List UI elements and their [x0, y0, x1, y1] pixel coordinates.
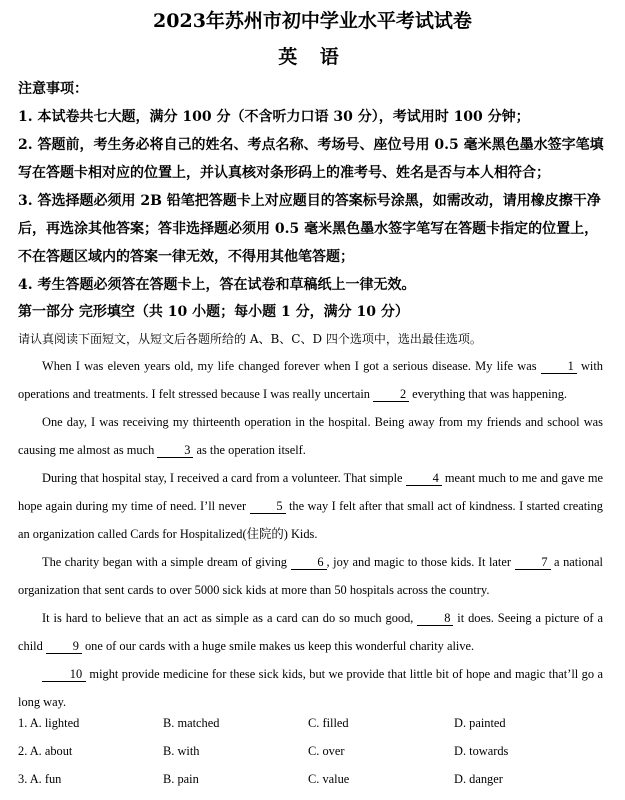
- option-c[interactable]: C. filled: [308, 716, 349, 730]
- note-line: 1. 本试卷共七大题，满分 100 分（不含听力口语 30 分），考试用时 100 分钟；: [18, 109, 530, 125]
- option-a[interactable]: 3. A. fun: [18, 772, 62, 786]
- paragraph: During that hospital stay, I received a card from a volunteer. That simple 4 meant much to me and gave me hope again during my time of need. I’ll never 5 the way I felt after that small act of kindness. I started creating an organization called Cards for Hospitalized(住院的) Kids.: [18, 471, 603, 541]
- exam-title: 2023年苏州市初中学业水平考试试卷: [153, 10, 472, 32]
- note-line: 3. 答选择题必须用 2B 铅笔把答题卡上对应题目的答案标号涂黑，如需改动，请用橡皮擦干净: [18, 193, 601, 209]
- option-c[interactable]: C. over: [308, 744, 345, 758]
- paragraph: It is hard to believe that an act as simple as a card can do so much good, 8 it does. Seeing a picture of a child 9 one of our cards with a huge smile makes us keep this wonderful charity alive.: [18, 611, 603, 653]
- blank-4: 4: [406, 471, 442, 486]
- note-line: 后，再选涂其他答案；答非选择题必须用 0.5 毫米黑色墨水签字笔写在答题卡指定的位置上，: [18, 221, 599, 237]
- blank-10: 10: [42, 667, 86, 682]
- option-b[interactable]: B. matched: [163, 716, 220, 730]
- blank-9: 9: [46, 639, 82, 654]
- paragraph: When I was eleven years old, my life changed forever when I got a serious disease. My life was 1 with operations and treatments. I felt stressed because I was really uncertain 2 everything that was happening.: [18, 359, 603, 401]
- section-title: 第一部分 完形填空（共 10 小题；每小题 1 分，满分 10 分）: [18, 304, 409, 320]
- option-d[interactable]: D. towards: [454, 744, 509, 758]
- note-line: 写在答题卡相对应的位置上，并认真核对条形码上的准考号、姓名是否与本人相符合；: [18, 165, 550, 181]
- option-d[interactable]: D. danger: [454, 772, 503, 786]
- blank-1: 1: [541, 359, 577, 374]
- option-d[interactable]: D. painted: [454, 716, 506, 730]
- options-list: [18, 716, 618, 800]
- question-options-1: [18, 716, 618, 744]
- section-instruction: 请认真阅读下面短文，从短文后各题所给的 A、B、C、D 四个选项中，选出最佳选项。: [18, 332, 482, 346]
- paragraph: 10 might provide medicine for these sick kids, but we provide that little bit of hope and magic that’ll go a long way.: [18, 667, 603, 709]
- note-line: 2. 答题前，考生务必将自己的姓名、考点名称、考场号、座位号用 0.5 毫米黑色墨水签字笔填: [18, 137, 604, 153]
- blank-5: 5: [250, 499, 286, 514]
- question-options-2: [18, 744, 618, 772]
- option-b[interactable]: B. pain: [163, 772, 199, 786]
- cloze-passage: [18, 352, 603, 716]
- paragraph: The charity began with a simple dream of giving 6 , joy and magic to those kids. It later 7 a national organization that sent cards to over 5000 sick kids at more than 50 hospitals across the country.: [18, 555, 603, 597]
- blank-2: 2: [373, 387, 409, 402]
- blank-8: 8: [417, 611, 453, 626]
- option-a[interactable]: 2. A. about: [18, 744, 73, 758]
- blank-7: 7: [515, 555, 551, 570]
- subject-title: 英 语: [278, 46, 347, 68]
- option-a[interactable]: 1. A. lighted: [18, 716, 80, 730]
- option-c[interactable]: C. value: [308, 772, 350, 786]
- blank-3: 3: [157, 443, 193, 458]
- note-line: 4. 考生答题必须答在答题卡上，答在试卷和草稿纸上一律无效。: [18, 277, 416, 293]
- paragraph: One day, I was receiving my thirteenth operation in the hospital. Being away from my friends and school was causing me almost as much 3 as the operation itself.: [18, 415, 603, 457]
- notes-heading: 注意事项：: [18, 81, 88, 97]
- note-line: 不在答题区域内的答案一律无效，不得用其他笔答题；: [18, 249, 354, 265]
- blank-6: 6: [291, 555, 327, 570]
- option-b[interactable]: B. with: [163, 744, 200, 758]
